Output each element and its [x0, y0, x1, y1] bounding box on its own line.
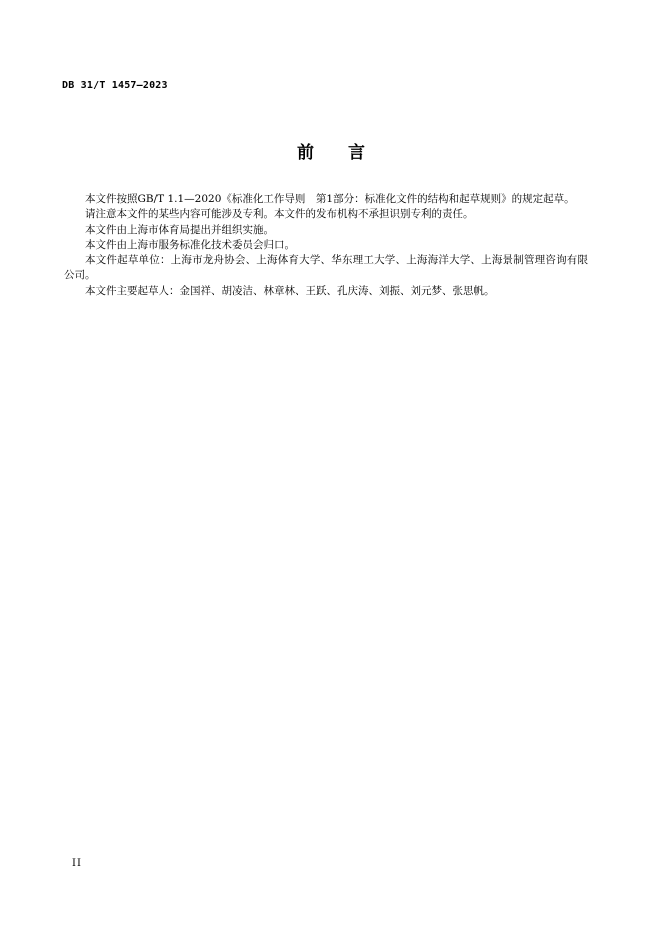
paragraph-proposer: 本文件由上海市体育局提出并组织实施。: [85, 223, 274, 236]
paragraph-committee: 本文件由上海市服务标准化技术委员会归口。: [85, 238, 295, 251]
document-code: DB 31/T 1457—2023: [62, 80, 168, 91]
foreword-body: [64, 192, 588, 299]
paragraph-drafting-units: 本文件起草单位：上海市龙舟协会、上海体育大学、华东理工大学、上海海洋大学、上海景制管理咨询有限公司。: [64, 254, 588, 282]
paragraph-drafting-rules: 本文件按照GB/T 1.1—2020《标准化工作导则 第1部分：标准化文件的结构和起草规则》的规定起草。: [85, 193, 575, 205]
paragraph-patent-notice: 请注意本文件的某些内容可能涉及专利。本文件的发布机构不承担识别专利的责任。: [85, 208, 474, 221]
page-number: II: [72, 858, 82, 869]
paragraph-drafters: 本文件主要起草人：金国祥、胡凌洁、林章林、王跃、孔庆涛、刘振、刘元梦、张思帆。: [85, 284, 495, 297]
page-title: 前言: [297, 143, 399, 163]
